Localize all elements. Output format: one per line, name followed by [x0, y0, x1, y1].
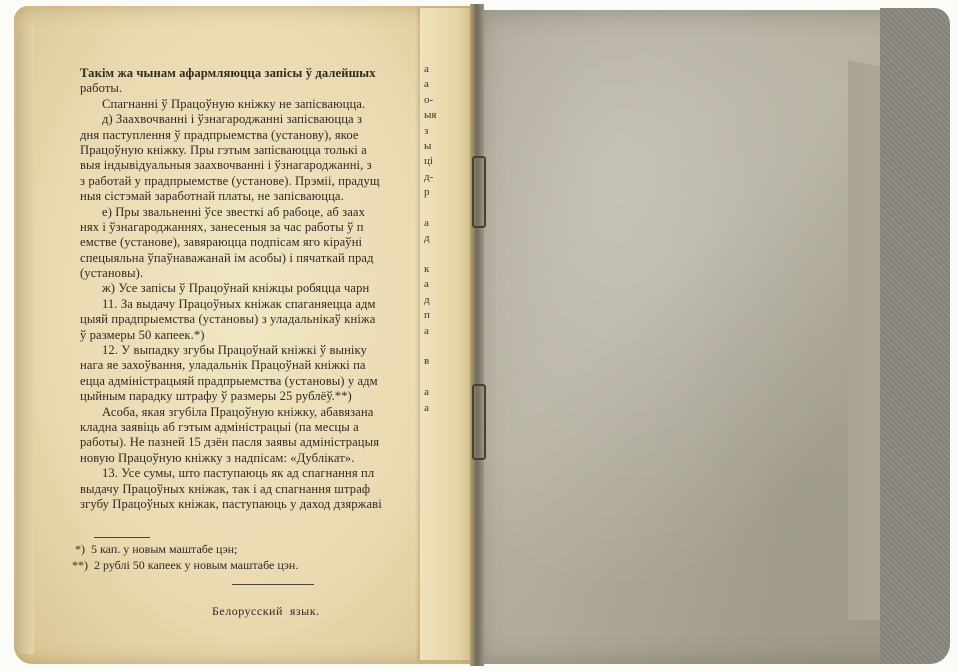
strip-fragment: а: [424, 324, 429, 337]
text-line: емстве (установе), завяраюцца подпісам яго кіраўні: [80, 235, 363, 250]
strip-fragment: п: [424, 309, 430, 322]
strip-fragment: д-: [424, 170, 434, 183]
strip-fragment: о-: [424, 93, 434, 106]
text-line: нага яе захоўвання, уладальнік Працоўнай кніжкі па: [80, 358, 366, 373]
strip-fragment: а: [424, 216, 429, 229]
text-line: Спагнанні ў Працоўную кніжку не запісваюцца.: [102, 96, 366, 111]
text-line: Працоўную кніжку. Пры гэтым запісваюцца толькі а: [80, 142, 367, 157]
binding-stitch-bottom: [472, 384, 486, 460]
text-line: работы). Не пазней 15 дзён пасля заявы адміністрацыя: [80, 435, 380, 450]
text-line: [80, 512, 442, 514]
footnote-rule: [94, 537, 150, 538]
binding-stitch-top: [472, 156, 486, 228]
text-line: ж) Усе запісы ў Працоўнай кніжцы робяцца чарн: [102, 281, 370, 296]
text-line: цыйным парадку штрафу ў размеры 25 рублёў.**): [80, 389, 352, 404]
text-line: цыяй прадпрыемства (установы) з уладальнікаў кніжа: [80, 312, 376, 327]
text-line: новую Працоўную кніжку з надпісам: «Дублікат».: [80, 450, 355, 465]
footnote-2: **) 2 рублі 50 капеек у новым маштабе цэн.: [72, 558, 299, 572]
strip-fragment: р: [424, 186, 430, 199]
text-line: выдачу Працоўных кніжак, так і ад спагнання штраф: [80, 481, 371, 496]
strip-fragment: а: [424, 278, 429, 291]
text-line: ў размеры 50 капеек.*): [80, 327, 205, 342]
text-line: ныя сістэмай заработнай платы, не запісваюцца.: [80, 189, 344, 204]
strip-fragment: а: [424, 386, 429, 399]
footnote-1: *) 5 кап. у новым маштабе цэн;: [72, 542, 238, 556]
imprint-rule: [232, 584, 314, 585]
strip-fragment: а: [424, 401, 429, 414]
text-line: работы.: [80, 81, 123, 96]
text-line: е) Пры звальненні ўсе звесткі аб рабоце, аб заах: [102, 204, 366, 219]
text-line: Асоба, якая згубіла Працоўную кніжку, абавязана: [102, 404, 374, 419]
strip-fragment: д: [424, 232, 430, 245]
text-line: згубу Працоўных кніжак, паступаюць у даход дзяржаві: [80, 496, 382, 511]
strip-fragment: а: [424, 63, 429, 75]
left-page-edge: [16, 26, 34, 654]
strip-fragment: з: [424, 124, 429, 137]
strip-fragment: ыя: [424, 109, 437, 122]
strip-fragment: в: [424, 355, 430, 368]
text-line: ецца адміністрацыяй прадпрыемства (установы) у адм: [80, 373, 378, 388]
strip-fragment: ці: [424, 155, 433, 168]
cloth-cover-edge: [880, 8, 950, 664]
text-line: дня паступлення ў прадпрыемства (установу), якое: [80, 127, 359, 142]
text-line: нях і ўзнагароджаннях, занесеныя за час работы ў п: [80, 219, 364, 234]
strip-fragment: а: [424, 78, 429, 91]
text-line: 12. У выпадку згубы Працоўнай кніжкі ў выніку: [102, 343, 367, 358]
text-line: д) Заахвочванні і ўзнагароджанні запісваюцца з: [102, 112, 363, 127]
footnotes: [72, 541, 298, 573]
text-line: 13. Усе сумы, што паступаюць як ад спагнання пл: [102, 466, 375, 481]
language-imprint: Белорусский язык.: [212, 604, 320, 618]
text-line: кладна заявіць аб гэтым адміністрацыі (па месцы а: [80, 419, 359, 434]
book-spine: [470, 4, 484, 666]
strip-fragment: д: [424, 293, 430, 306]
text-line: 11. За выдачу Працоўных кніжак спаганяецца адм: [102, 296, 376, 311]
text-line: з работай у прадпрыемстве (установе). Прэміі, прадущ: [80, 173, 380, 188]
text-line: (установы).: [80, 266, 144, 281]
text-line: выя індывідуальныя заахвочванні і ўзнагароджанні, з: [80, 158, 372, 173]
strip-fragment: ы: [424, 139, 432, 152]
strip-fragment: к: [424, 263, 430, 276]
text-line: спецыяльна ўпаўнаважанай ім асобы) і пячаткай прад: [80, 250, 374, 265]
text-line: Такім жа чынам афармляюцца запісы ў далейшых: [80, 66, 376, 80]
regulation-text: [80, 66, 442, 514]
